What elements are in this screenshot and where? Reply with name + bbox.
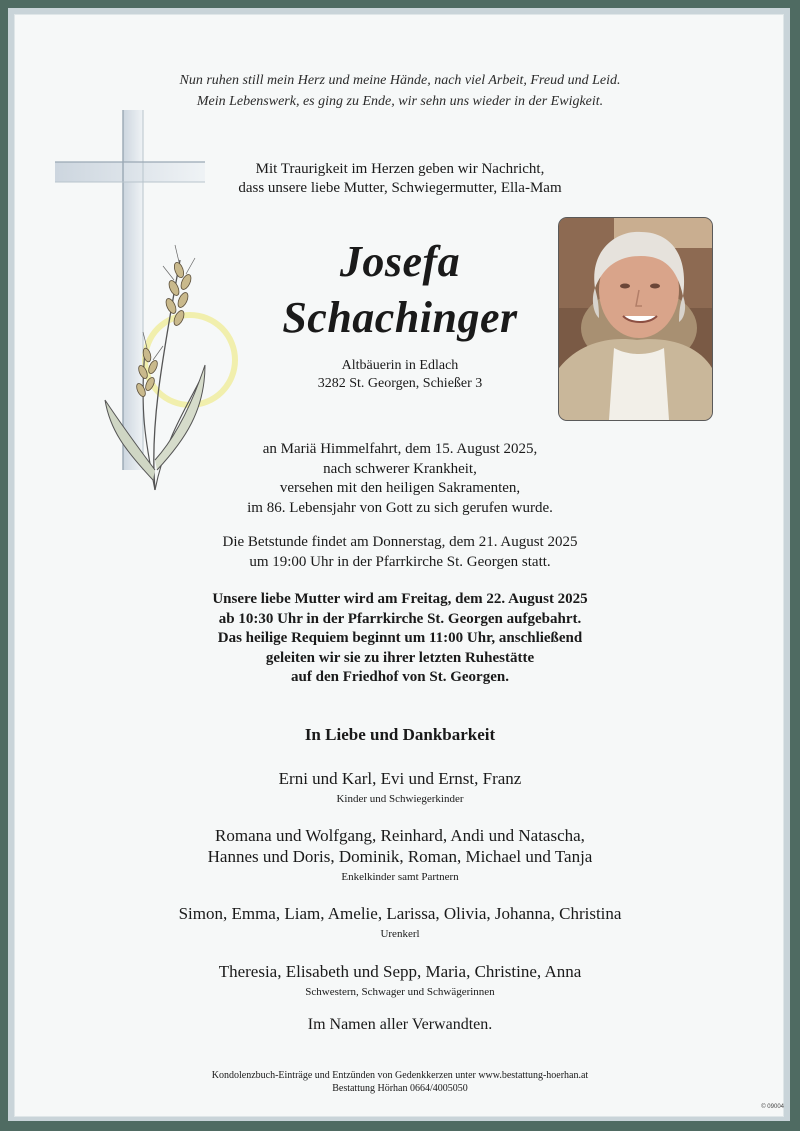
death-line: versehen mit den heiligen Sakramenten, bbox=[279, 480, 521, 496]
funeral-line: geleiten wir sie zu ihrer letzten Ruhestätte bbox=[265, 649, 535, 666]
intro-line: Mit Traurigkeit im Herzen geben wir Nachricht, bbox=[255, 161, 545, 177]
death-line: nach schwerer Krankheit, bbox=[323, 460, 477, 477]
family-group-siblings bbox=[0, 961, 800, 1000]
first-name: Josefa bbox=[339, 237, 461, 286]
prayer-line: um 19:00 Uhr in der Pfarrkirche St. Georgen statt. bbox=[249, 553, 551, 570]
funeral-line: auf den Friedhof von St. Georgen. bbox=[291, 669, 509, 685]
intro-text bbox=[0, 160, 800, 198]
death-line: an Mariä Himmelfahrt, dem 15. August 2025, bbox=[262, 441, 538, 457]
intro-line: dass unsere liebe Mutter, Schwiegermutter, Ella-Mam bbox=[238, 180, 562, 196]
family-relation: Enkelkinder samt Partnern bbox=[341, 871, 459, 883]
deceased-origin bbox=[250, 357, 550, 393]
funeral-line: ab 10:30 Uhr in der Pfarrkirche St. Georgen aufgebahrt. bbox=[218, 610, 582, 627]
address: 3282 St. Georgen, Schießer 3 bbox=[317, 376, 483, 391]
motto-line: Nun ruhen still mein Herz und meine Hände, nach viel Arbeit, Freud und Leid. bbox=[179, 73, 621, 88]
family-names: Hannes und Doris, Dominik, Roman, Michael und Tanja bbox=[207, 847, 593, 866]
copyright-mark: © 09004 bbox=[761, 1104, 784, 1110]
family-names: Theresia, Elisabeth und Sepp, Maria, Christine, Anna bbox=[218, 962, 582, 981]
family-relation: Urenkerl bbox=[380, 928, 420, 940]
footer bbox=[0, 1069, 800, 1095]
family-names: Romana und Wolfgang, Reinhard, Andi und Natascha, bbox=[215, 826, 585, 845]
thanks-heading: In Liebe und Dankbarkeit bbox=[304, 725, 496, 744]
prayer-line: Die Betstunde findet am Donnerstag, dem 21. August 2025 bbox=[222, 534, 578, 550]
footer-condolence: Kondolenzbuch-Einträge und Entzünden von Gedenkkerzen unter www.bestattung-hoerhan.at bbox=[211, 1070, 589, 1081]
family-names: Erni und Karl, Evi und Ernst, Franz bbox=[278, 769, 522, 788]
funeral-notice bbox=[0, 590, 800, 688]
family-group-children bbox=[0, 768, 800, 807]
footer-undertaker: Bestattung Hörhan 0664/4005050 bbox=[332, 1083, 468, 1094]
deceased-name bbox=[220, 234, 580, 346]
family-group-great-grandchildren bbox=[0, 903, 800, 942]
funeral-line: Unsere liebe Mutter wird am Freitag, dem 22. August 2025 bbox=[212, 591, 588, 607]
closing-line: Im Namen aller Verwandten. bbox=[307, 1016, 493, 1033]
occupation: Altbäuerin in Edlach bbox=[341, 358, 459, 373]
motto-verse bbox=[0, 70, 800, 112]
death-notice bbox=[0, 440, 800, 518]
family-relation: Kinder und Schwiegerkinder bbox=[336, 793, 464, 805]
portrait-image bbox=[559, 218, 712, 420]
death-line: im 86. Lebensjahr von Gott zu sich gerufen wurde. bbox=[247, 499, 553, 516]
motto-line: Mein Lebenswerk, es ging zu Ende, wir sehn uns wieder in der Ewigkeit. bbox=[196, 94, 604, 109]
family-relation: Schwestern, Schwager und Schwägerinnen bbox=[305, 986, 495, 998]
family-names: Simon, Emma, Liam, Amelie, Larissa, Olivia, Johanna, Christina bbox=[178, 904, 622, 923]
funeral-line: Das heilige Requiem beginnt um 11:00 Uhr, anschließend bbox=[217, 630, 583, 646]
last-name: Schachinger bbox=[282, 293, 518, 342]
prayer-notice bbox=[0, 533, 800, 572]
portrait-photo bbox=[559, 218, 712, 420]
family-group-grandchildren bbox=[0, 825, 800, 885]
